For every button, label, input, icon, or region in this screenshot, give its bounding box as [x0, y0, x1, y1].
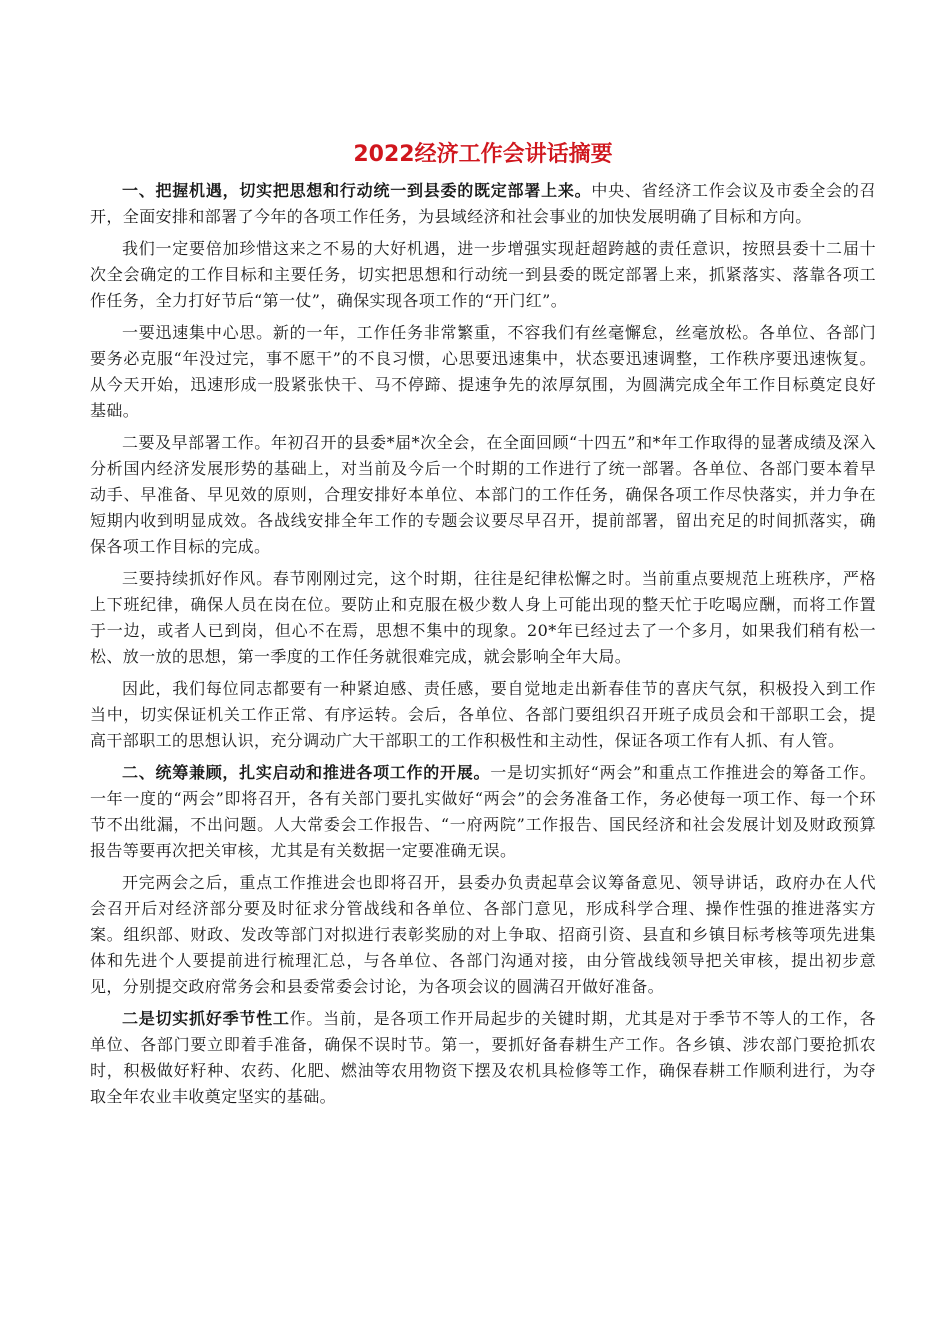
document-title: 2022经济工作会讲话摘要	[353, 142, 613, 167]
paragraph-text: 一要迅速集中心思。新的一年，工作任务非常繁重，不容我们有丝毫懈怠，丝毫放松。各单位、各部门要务必克服“年没过完，事不愿干”的不良习惯，心思要迅速集中，状态要迅速调整，工作秩序要迅速恢复。从今天开始，迅速形成一股紧张快干、马不停蹄、提速争先的浓厚氛围，为圆满完成全年工作目标奠定良好基础。	[90, 323, 876, 420]
paragraph-text: 一是切实抓好“两会”和重点工作推进会的筹备工作。一年一度的“两会”即将召开，各有关部门要扎实做好“两会”的会务准备工作，务必使每一项工作、每一个环节不出纰漏，不出问题。人大常委会工作报告、“一府两院”工作报告、国民经济和社会发展计划及财政预算报告等要再次把关审核，尤其是有关数据一定要准确无误。	[90, 763, 876, 860]
paragraph-text: 开完两会之后，重点工作推进会也即将召开，县委办负责起草会议筹备意见、领导讲话，政府办在人代会召开后对经济部分要及时征求分管战线和各单位、各部门意见，形成科学合理、操作性强的推进落实方案。组织部、财政、发改等部门对拟进行表彰奖励的对上争取、招商引资、县直和乡镇目标考核等项先进集体和先进个人要提前进行梳理汇总，与各单位、各部门沟通对接，由分管战线领导把关审核，提出初步意见，分别提交政府常务会和县委常委会讨论，为各项会议的圆满召开做好准备。	[90, 873, 876, 996]
document-page	[90, 140, 876, 1116]
paragraph-text: 三要持续抓好作风。春节刚刚过完，这个时期，往往是纪律松懈之时。当前重点要规范上班秩序，严格上下班纪律，确保人员在岗在位。要防止和克服在极少数人身上可能出现的整天忙于吃喝应酬，而将工作置于一边，或者人已到岗，但心不在焉，思想不集中的现象。20*年已经过去了一个多月，如果我们稍有松一松、放一放的思想，第一季度的工作任务就很难完成，就会影响全年大局。	[90, 569, 876, 666]
paragraph-4	[90, 430, 876, 560]
paragraph-lead: 二是切实抓好季节性工	[122, 1009, 290, 1028]
paragraph-lead: 二、统筹兼顾，扎实启动和推进各项工作的开展。	[122, 763, 491, 782]
paragraph-text: 因此，我们每位同志都要有一种紧迫感、责任感，要自觉地走出新春佳节的喜庆气氛，积极投入到工作当中，切实保证机关工作正常、有序运转。会后，各单位、各部门要组织召开班子成员会和干部职工会，提高干部职工的思想认识，充分调动广大干部职工的工作积极性和主动性，保证各项工作有人抓、有人管。	[90, 679, 876, 750]
paragraph-8	[90, 870, 876, 1000]
paragraph-2	[90, 236, 876, 314]
paragraph-7	[90, 760, 876, 864]
paragraph-5	[90, 566, 876, 670]
paragraph-text: 二要及早部署工作。年初召开的县委*届*次全会，在全面回顾“十四五”和*年工作取得的显著成绩及深入分析国内经济发展形势的基础上，对当前及今后一个时期的工作进行了统一部署。各单位、各部门要本着早动手、早准备、早见效的原则，合理安排好本单位、本部门的工作任务，确保各项工作尽快落实，并力争在短期内收到明显成效。各战线安排全年工作的专题会议要尽早召开，提前部署，留出充足的时间抓落实，确保各项工作目标的完成。	[90, 433, 876, 556]
paragraph-9	[90, 1006, 876, 1110]
paragraph-1	[90, 178, 876, 230]
paragraph-text: 作。当前，是各项工作开局起步的关键时期，尤其是对于季节不等人的工作，各单位、各部门要立即着手准备，确保不误时节。第一，要抓好备春耕生产工作。各乡镇、涉农部门要抢抓农时，积极做好籽种、农药、化肥、燃油等农用物资下摆及农机具检修等工作，确保春耕工作顺利进行，为夺取全年农业丰收奠定坚实的基础。	[90, 1009, 876, 1106]
paragraph-3	[90, 320, 876, 424]
paragraph-text: 我们一定要倍加珍惜这来之不易的大好机遇，进一步增强实现赶超跨越的责任意识，按照县委十二届十次全会确定的工作目标和主要任务，切实把思想和行动统一到县委的既定部署上来，抓紧落实、落靠各项工作任务，全力打好节后“第一仗”，确保实现各项工作的“开门红”。	[90, 239, 876, 310]
paragraph-lead: 一、把握机遇，切实把思想和行动统一到县委的既定部署上来。	[122, 181, 592, 200]
paragraph-6	[90, 676, 876, 754]
paragraph-text: 中央、省经济工作会议及市委全会的召开，全面安排和部署了今年的各项工作任务，为县域经济和社会事业的加快发展明确了目标和方向。	[90, 181, 876, 226]
